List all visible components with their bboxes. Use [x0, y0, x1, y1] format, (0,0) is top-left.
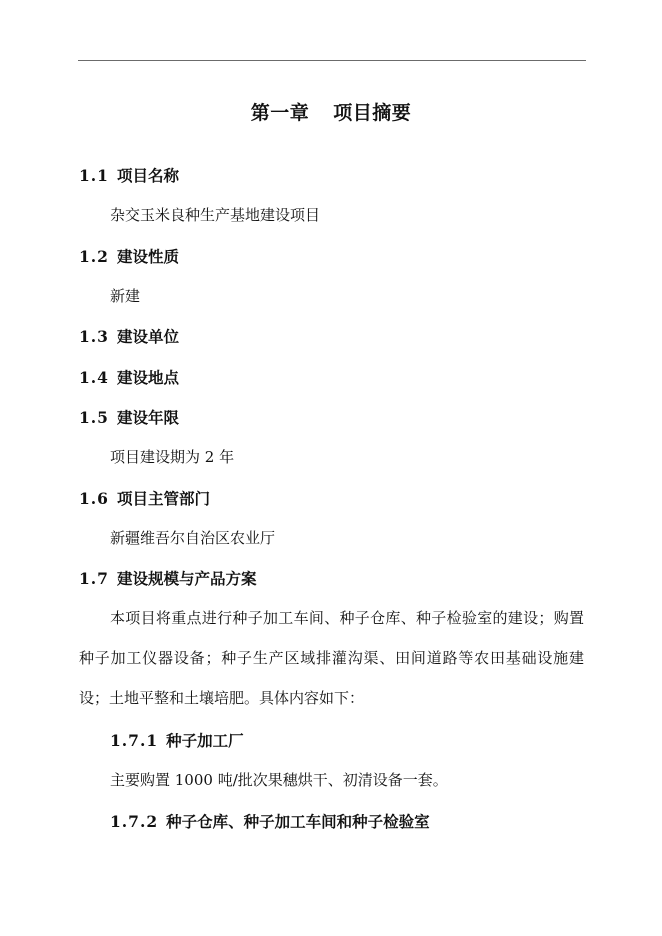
chapter-name: 项目摘要	[333, 102, 412, 124]
subsection-heading-1-7-2	[110, 810, 430, 832]
section-heading-1-1	[79, 164, 179, 186]
section-heading-1-2	[79, 245, 179, 267]
section-title: 建设年限	[116, 408, 179, 427]
section-number: 1.2	[79, 247, 109, 266]
section-body-1-5: 项目建设期为 2 年	[110, 448, 235, 466]
section-title: 建设规模与产品方案	[116, 569, 257, 588]
subsection-title: 种子加工厂	[166, 731, 244, 750]
subsection-heading-1-7-1	[110, 729, 244, 751]
section-body-1-7: 本项目将重点进行种子加工车间、种子仓库、种子检验室的建设；购置种子加工仪器设备；种子生产区域排灌沟渠、田间道路等农田基础设施建设；土地平整和土壤培肥。具体内容如下：	[79, 609, 584, 707]
section-number: 1.4	[79, 368, 109, 387]
header-rule	[78, 60, 586, 61]
section-title: 建设地点	[116, 368, 179, 387]
section-heading-1-6	[79, 487, 210, 509]
section-number: 1.6	[79, 489, 109, 508]
section-heading-1-7	[79, 567, 256, 589]
section-body-1-6: 新疆维吾尔自治区农业厅	[110, 529, 276, 547]
section-heading-1-3	[79, 325, 179, 347]
section-heading-1-4	[79, 366, 179, 388]
section-number: 1.7	[79, 569, 109, 588]
section-heading-1-5	[79, 406, 179, 428]
section-title: 建设单位	[116, 327, 179, 346]
chapter-title	[0, 98, 662, 125]
section-body-1-2: 新建	[110, 287, 141, 305]
section-title: 建设性质	[116, 247, 179, 266]
subsection-title: 种子仓库、种子加工车间和种子检验室	[166, 812, 430, 831]
chapter-label: 第一章	[250, 102, 310, 124]
section-number: 1.5	[79, 408, 109, 427]
subsection-number: 1.7.1	[110, 731, 159, 750]
section-number: 1.1	[79, 166, 109, 185]
section-title: 项目名称	[116, 166, 179, 185]
section-title: 项目主管部门	[116, 489, 210, 508]
section-body-1-1: 杂交玉米良种生产基地建设项目	[110, 206, 321, 224]
subsection-body-1-7-1: 主要购置 1000 吨/批次果穗烘干、初清设备一套。	[110, 771, 448, 789]
section-number: 1.3	[79, 327, 109, 346]
subsection-number: 1.7.2	[110, 812, 159, 831]
